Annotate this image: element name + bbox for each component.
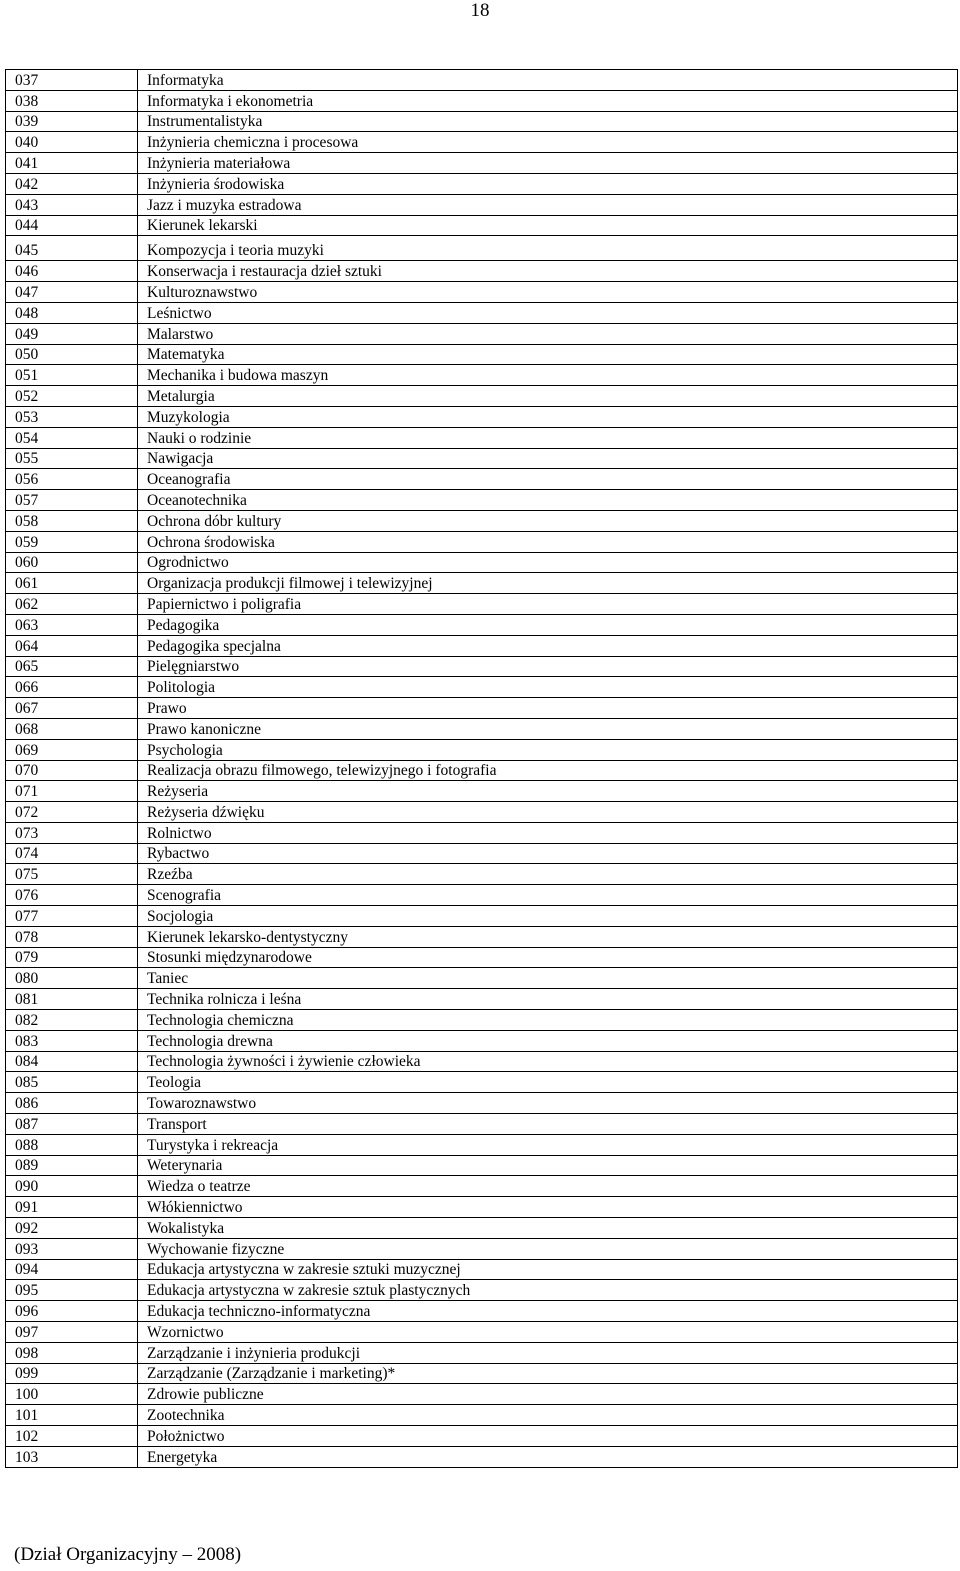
field-name-cell: Ochrona środowiska [138,531,958,552]
field-name-cell: Technologia żywności i żywienie człowieka [138,1051,958,1072]
code-cell: 064 [6,635,138,656]
table-row [6,132,958,153]
table-row [6,1426,958,1447]
code-cell: 094 [6,1259,138,1280]
code-cell: 079 [6,947,138,968]
field-name-cell: Stosunki międzynarodowe [138,947,958,968]
table-row [6,1093,958,1114]
code-cell: 048 [6,302,138,323]
field-name-cell: Rzeźba [138,864,958,885]
code-cell: 052 [6,386,138,407]
field-name-cell: Transport [138,1114,958,1135]
field-name-cell: Zdrowie publiczne [138,1384,958,1405]
code-cell: 066 [6,677,138,698]
field-name-cell: Leśnictwo [138,302,958,323]
table-row [6,1238,958,1259]
code-cell: 086 [6,1093,138,1114]
field-name-cell: Położnictwo [138,1426,958,1447]
field-name-cell: Metalurgia [138,386,958,407]
table-body [6,70,958,1468]
code-cell: 085 [6,1072,138,1093]
code-cell: 098 [6,1342,138,1363]
code-cell: 102 [6,1426,138,1447]
field-name-cell: Politologia [138,677,958,698]
table-row [6,302,958,323]
field-name-cell: Informatyka i ekonometria [138,90,958,111]
table-row [6,968,958,989]
table-row [6,111,958,132]
code-cell: 078 [6,926,138,947]
table-row [6,614,958,635]
table-row [6,802,958,823]
code-cell: 040 [6,132,138,153]
code-cell: 042 [6,173,138,194]
field-name-cell: Technika rolnicza i leśna [138,989,958,1010]
field-name-cell: Socjologia [138,906,958,927]
code-cell: 067 [6,698,138,719]
table-row [6,594,958,615]
code-cell: 059 [6,531,138,552]
table-row [6,490,958,511]
table-row [6,406,958,427]
table-row [6,469,958,490]
field-name-cell: Pedagogika specjalna [138,635,958,656]
table-row [6,1363,958,1384]
table-row [6,1322,958,1343]
field-name-cell: Matematyka [138,344,958,365]
code-cell: 092 [6,1218,138,1239]
table-row [6,885,958,906]
table-row [6,261,958,282]
field-name-cell: Organizacja produkcji filmowej i telewizyjnej [138,573,958,594]
code-cell: 057 [6,490,138,511]
code-cell: 071 [6,781,138,802]
code-cell: 076 [6,885,138,906]
table-row [6,1051,958,1072]
field-name-cell: Zootechnika [138,1405,958,1426]
code-cell: 084 [6,1051,138,1072]
field-name-cell: Reżyseria [138,781,958,802]
table-row [6,1176,958,1197]
code-cell: 095 [6,1280,138,1301]
table-row [6,386,958,407]
code-cell: 070 [6,760,138,781]
field-of-study-code-table [5,69,958,1468]
code-cell: 081 [6,989,138,1010]
code-cell: 077 [6,906,138,927]
table-row [6,153,958,174]
code-cell: 058 [6,510,138,531]
field-name-cell: Mechanika i budowa maszyn [138,365,958,386]
field-name-cell: Energetyka [138,1446,958,1467]
code-cell: 089 [6,1155,138,1176]
field-name-cell: Jazz i muzyka estradowa [138,194,958,215]
table-row [6,552,958,573]
field-name-cell: Ogrodnictwo [138,552,958,573]
field-name-cell: Malarstwo [138,323,958,344]
field-name-cell: Ochrona dóbr kultury [138,510,958,531]
table-row [6,1446,958,1467]
table-row [6,236,958,261]
code-cell: 062 [6,594,138,615]
table-row [6,1155,958,1176]
code-cell: 047 [6,282,138,303]
code-cell: 069 [6,739,138,760]
field-name-cell: Taniec [138,968,958,989]
table-row [6,173,958,194]
table-row [6,344,958,365]
field-name-cell: Teologia [138,1072,958,1093]
field-name-cell: Konserwacja i restauracja dzieł sztuki [138,261,958,282]
code-cell: 063 [6,614,138,635]
code-cell: 041 [6,153,138,174]
code-cell: 096 [6,1301,138,1322]
field-name-cell: Nawigacja [138,448,958,469]
code-cell: 082 [6,1010,138,1031]
table-row [6,947,958,968]
code-cell: 088 [6,1134,138,1155]
table-row [6,323,958,344]
field-name-cell: Wokalistyka [138,1218,958,1239]
code-cell: 049 [6,323,138,344]
field-name-cell: Nauki o rodzinie [138,427,958,448]
field-name-cell: Inżynieria materiałowa [138,153,958,174]
code-cell: 103 [6,1446,138,1467]
code-cell: 054 [6,427,138,448]
code-cell: 046 [6,261,138,282]
table-row [6,864,958,885]
code-cell: 091 [6,1197,138,1218]
field-name-cell: Kierunek lekarski [138,215,958,236]
field-name-cell: Towaroznawstwo [138,1093,958,1114]
field-name-cell: Edukacja techniczno-informatyczna [138,1301,958,1322]
code-cell: 051 [6,365,138,386]
table-row [6,635,958,656]
field-name-cell: Zarządzanie (Zarządzanie i marketing)* [138,1363,958,1384]
code-cell: 061 [6,573,138,594]
field-name-cell: Kierunek lekarsko-dentystyczny [138,926,958,947]
table-row [6,70,958,91]
table-row [6,843,958,864]
table-row [6,718,958,739]
table-row [6,1072,958,1093]
code-cell: 055 [6,448,138,469]
code-cell: 045 [6,236,138,261]
page-number: 18 [470,0,490,21]
table-row [6,282,958,303]
code-cell: 099 [6,1363,138,1384]
table-row [6,90,958,111]
table-row [6,1114,958,1135]
field-name-cell: Włókiennictwo [138,1197,958,1218]
field-name-cell: Technologia drewna [138,1030,958,1051]
code-cell: 083 [6,1030,138,1051]
table-row [6,760,958,781]
code-cell: 060 [6,552,138,573]
field-name-cell: Scenografia [138,885,958,906]
field-name-cell: Edukacja artystyczna w zakresie sztuki muzycznej [138,1259,958,1280]
field-name-cell: Rolnictwo [138,822,958,843]
code-cell: 037 [6,70,138,91]
table-row [6,989,958,1010]
code-cell: 097 [6,1322,138,1343]
field-name-cell: Prawo [138,698,958,719]
table-row [6,656,958,677]
field-name-cell: Papiernictwo i poligrafia [138,594,958,615]
field-name-cell: Oceanotechnika [138,490,958,511]
field-name-cell: Weterynaria [138,1155,958,1176]
field-name-cell: Oceanografia [138,469,958,490]
table-row [6,1197,958,1218]
field-name-cell: Psychologia [138,739,958,760]
code-cell: 044 [6,215,138,236]
field-name-cell: Wiedza o teatrze [138,1176,958,1197]
table-row [6,1384,958,1405]
field-name-cell: Reżyseria dźwięku [138,802,958,823]
code-cell: 101 [6,1405,138,1426]
field-name-cell: Turystyka i rekreacja [138,1134,958,1155]
code-cell: 050 [6,344,138,365]
code-cell: 039 [6,111,138,132]
table-row [6,1405,958,1426]
code-cell: 068 [6,718,138,739]
table-row [6,573,958,594]
code-cell: 073 [6,822,138,843]
table-row [6,822,958,843]
table-row [6,1342,958,1363]
code-cell: 072 [6,802,138,823]
table-row [6,1134,958,1155]
field-name-cell: Inżynieria chemiczna i procesowa [138,132,958,153]
field-name-cell: Zarządzanie i inżynieria produkcji [138,1342,958,1363]
field-name-cell: Realizacja obrazu filmowego, telewizyjnego i fotografia [138,760,958,781]
field-name-cell: Wzornictwo [138,1322,958,1343]
table-row [6,677,958,698]
field-name-cell: Technologia chemiczna [138,1010,958,1031]
field-name-cell: Edukacja artystyczna w zakresie sztuk plastycznych [138,1280,958,1301]
table-row [6,531,958,552]
code-cell: 090 [6,1176,138,1197]
table-row [6,1280,958,1301]
table-row [6,510,958,531]
table-row [6,1218,958,1239]
table-row [6,781,958,802]
code-cell: 056 [6,469,138,490]
table-row [6,448,958,469]
field-name-cell: Muzykologia [138,406,958,427]
table-row [6,698,958,719]
code-cell: 100 [6,1384,138,1405]
field-name-cell: Pedagogika [138,614,958,635]
code-cell: 075 [6,864,138,885]
table-row [6,906,958,927]
code-cell: 093 [6,1238,138,1259]
field-name-cell: Kulturoznawstwo [138,282,958,303]
table-row [6,1259,958,1280]
table-row [6,365,958,386]
code-cell: 074 [6,843,138,864]
footer-note: (Dział Organizacyjny – 2008) [14,1544,242,1565]
field-name-cell: Wychowanie fizyczne [138,1238,958,1259]
code-cell: 080 [6,968,138,989]
table-row [6,1010,958,1031]
code-cell: 038 [6,90,138,111]
table-row [6,739,958,760]
code-cell: 053 [6,406,138,427]
field-name-cell: Pielęgniarstwo [138,656,958,677]
code-cell: 043 [6,194,138,215]
field-name-cell: Kompozycja i teoria muzyki [138,236,958,261]
code-cell: 087 [6,1114,138,1135]
field-name-cell: Instrumentalistyka [138,111,958,132]
table-row [6,1301,958,1322]
field-name-cell: Informatyka [138,70,958,91]
table-row [6,926,958,947]
field-name-cell: Rybactwo [138,843,958,864]
table-row [6,215,958,236]
field-name-cell: Inżynieria środowiska [138,173,958,194]
code-cell: 065 [6,656,138,677]
table-row [6,427,958,448]
field-name-cell: Prawo kanoniczne [138,718,958,739]
table-row [6,1030,958,1051]
table-row [6,194,958,215]
